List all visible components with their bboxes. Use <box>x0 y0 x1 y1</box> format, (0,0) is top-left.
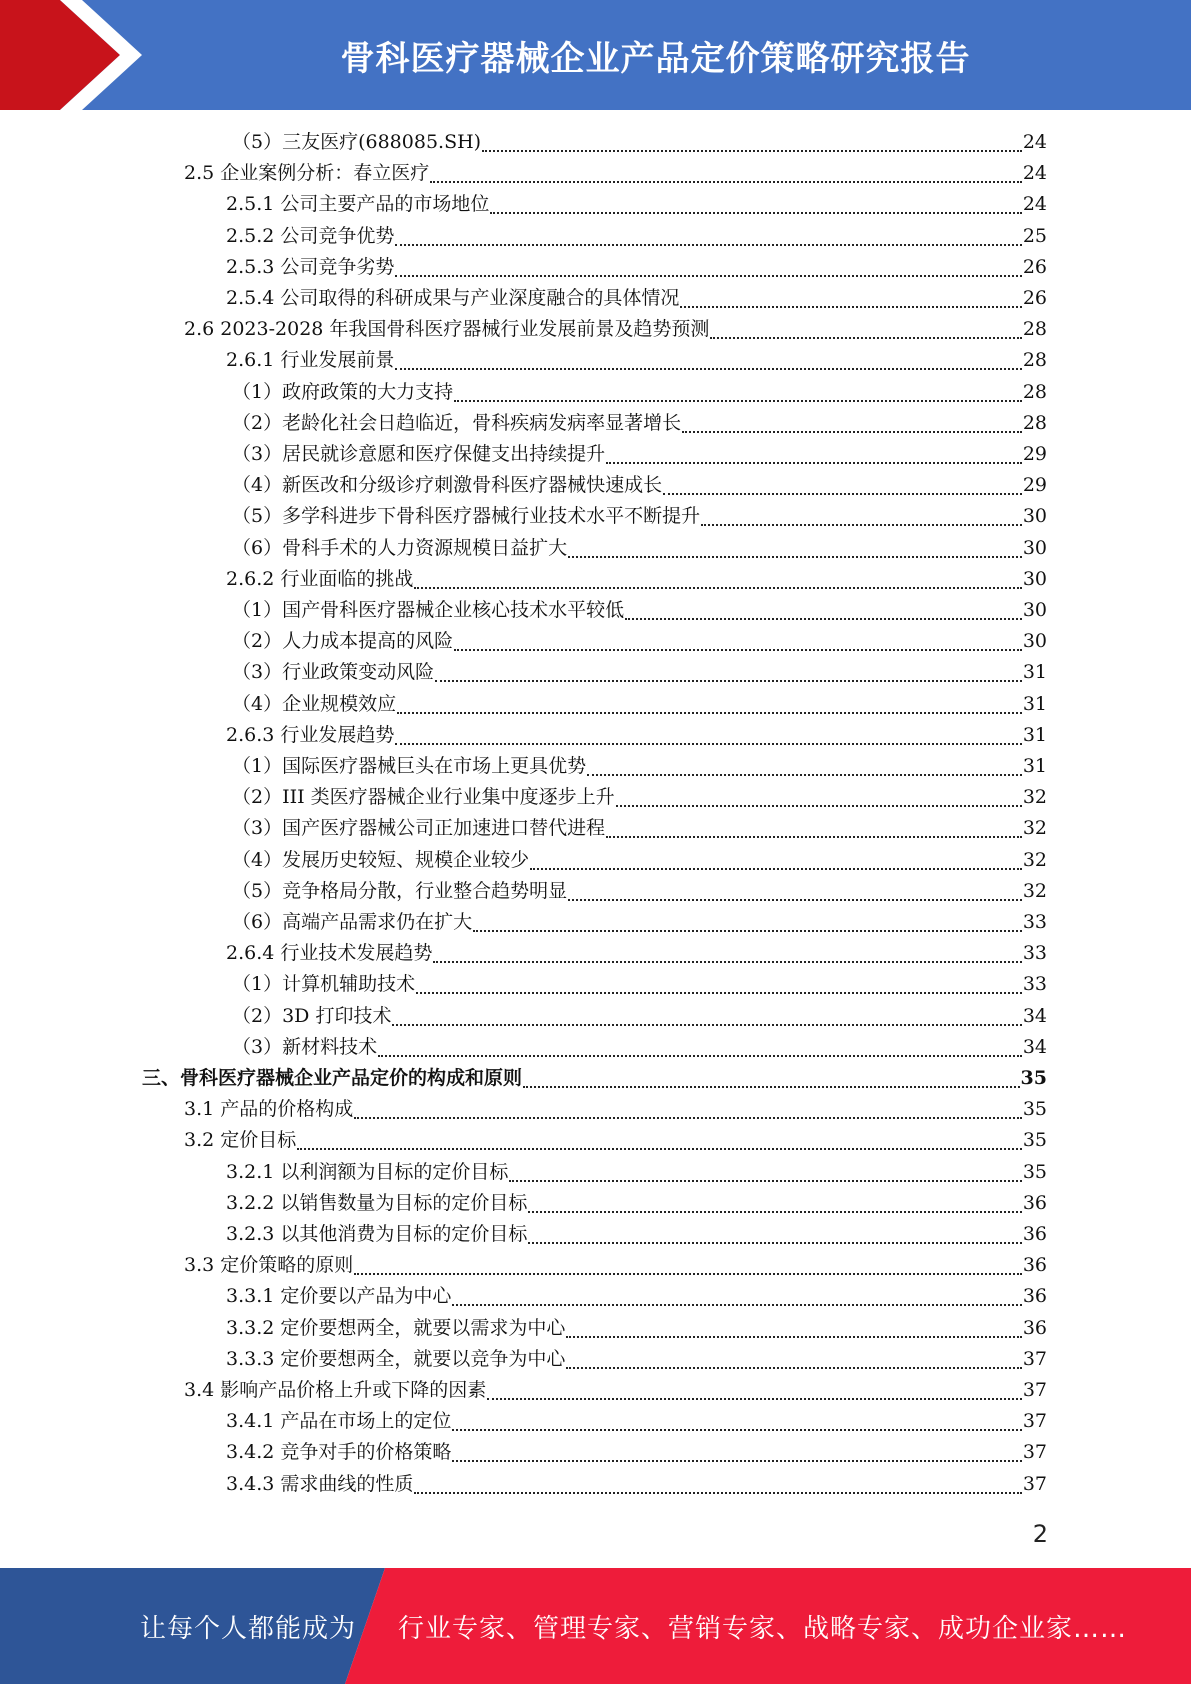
toc-entry[interactable] <box>232 657 1047 688</box>
toc-leader-dots <box>482 150 1022 152</box>
toc-entry-label: （2）人力成本提高的风险 <box>232 630 454 653</box>
toc-entry[interactable] <box>226 1219 1047 1250</box>
toc-leader-dots <box>509 1180 1021 1182</box>
toc-entry[interactable] <box>232 813 1047 844</box>
toc-entry-label: 3.2.1 以利润额为目标的定价目标 <box>226 1160 509 1183</box>
toc-leader-dots <box>701 524 1022 526</box>
toc-entry-page: 28 <box>1022 349 1047 372</box>
toc-entry[interactable] <box>184 1125 1047 1156</box>
toc-entry-page: 31 <box>1022 692 1047 715</box>
toc-entry-page: 29 <box>1022 474 1047 497</box>
toc-entry[interactable] <box>232 377 1047 408</box>
toc-entry-page: 31 <box>1022 755 1047 777</box>
toc-leader-dots <box>680 306 1021 308</box>
toc-leader-dots <box>414 1492 1021 1494</box>
toc-leader-dots <box>663 493 1022 495</box>
toc-entry-label: 3.2 定价目标 <box>184 1129 297 1152</box>
toc-entry[interactable] <box>184 314 1047 345</box>
toc-entry-label: 3.1 产品的价格构成 <box>184 1098 354 1121</box>
toc-entry-page: 24 <box>1022 131 1047 153</box>
toc-leader-dots <box>452 1429 1021 1431</box>
toc-leader-dots <box>682 431 1022 433</box>
toc-entry-label: （1）国产骨科医疗器械企业核心技术水平较低 <box>232 599 625 621</box>
toc-entry-label: 3.4 影响产品价格上升或下降的因素 <box>184 1379 487 1401</box>
toc-leader-dots <box>606 836 1022 838</box>
toc-entry[interactable] <box>226 1313 1047 1344</box>
toc-entry[interactable] <box>232 439 1047 470</box>
toc-entry[interactable] <box>226 938 1047 969</box>
toc-entry[interactable] <box>232 782 1047 813</box>
toc-leader-dots <box>454 649 1022 651</box>
toc-entry-page: 30 <box>1022 630 1047 653</box>
toc-entry[interactable] <box>232 470 1047 501</box>
toc-entry-page: 31 <box>1022 661 1047 684</box>
toc-entry-label: 2.5.3 公司竞争劣势 <box>226 255 395 278</box>
toc-entry[interactable] <box>226 1469 1047 1500</box>
toc-entry[interactable] <box>226 221 1047 252</box>
toc-entry-page: 37 <box>1022 1379 1047 1401</box>
toc-entry-label: 3.2.3 以其他消费为目标的定价目标 <box>226 1223 528 1245</box>
toc-entry-page: 34 <box>1022 1035 1047 1058</box>
toc-entry[interactable] <box>226 1437 1047 1468</box>
toc-entry-label: 三、骨科医疗器械企业产品定价的构成和原则 <box>142 1067 523 1089</box>
toc-entry-label: 2.5.2 公司竞争优势 <box>226 224 395 247</box>
toc-entry[interactable] <box>226 1281 1047 1312</box>
toc-entry-page: 32 <box>1022 786 1047 809</box>
toc-entry-page: 24 <box>1022 193 1047 216</box>
toc-entry-page: 33 <box>1022 911 1047 933</box>
toc-leader-dots <box>487 1398 1022 1400</box>
toc-leader-dots <box>606 462 1022 464</box>
toc-entry-page: 28 <box>1022 318 1047 341</box>
toc-entry-page: 30 <box>1022 505 1047 528</box>
toc-entry[interactable] <box>232 907 1047 938</box>
toc-entry[interactable] <box>232 533 1047 564</box>
toc-leader-dots <box>528 1242 1021 1244</box>
toc-leader-dots <box>528 1211 1021 1213</box>
footer-slogan-right: 行业专家、管理专家、营销专家、战略专家、成功企业家…… <box>398 1613 1128 1644</box>
toc-leader-dots <box>454 400 1022 402</box>
toc-entry-label: （4）新医改和分级诊疗刺激骨科医疗器械快速成长 <box>232 474 663 497</box>
toc-entry-label: 3.4.2 竞争对手的价格策略 <box>226 1441 452 1464</box>
toc-entry-label: （3）行业政策变动风险 <box>232 661 435 684</box>
toc-entry[interactable] <box>184 158 1047 189</box>
toc-entry[interactable] <box>184 1250 1047 1281</box>
toc-entry-page: 28 <box>1022 411 1047 434</box>
toc-leader-dots <box>297 1148 1022 1150</box>
toc-entry-page: 30 <box>1022 536 1047 559</box>
toc-entry-label: 3.3.2 定价要想两全，就要以需求为中心 <box>226 1316 566 1339</box>
toc-entry[interactable] <box>226 1344 1047 1375</box>
toc-entry-label: 2.6.3 行业发展趋势 <box>226 723 395 746</box>
toc-leader-dots <box>435 680 1022 682</box>
toc-entry-label: （4）企业规模效应 <box>232 692 397 715</box>
toc-entry-page: 33 <box>1022 942 1047 965</box>
toc-entry-page: 26 <box>1022 287 1047 309</box>
toc-entry[interactable] <box>232 595 1047 626</box>
toc-entry-label: 2.5.1 公司主要产品的市场地位 <box>226 193 490 216</box>
toc-entry-label: （3）居民就诊意愿和医疗保健支出持续提升 <box>232 443 606 465</box>
toc-leader-dots <box>530 868 1022 870</box>
toc-entry-page: 37 <box>1022 1347 1047 1370</box>
toc-entry-label: 3.4.3 需求曲线的性质 <box>226 1472 414 1495</box>
toc-entry-page: 36 <box>1022 1285 1047 1308</box>
toc-entry[interactable] <box>232 969 1047 1000</box>
toc-entry-label: 2.6.4 行业技术发展趋势 <box>226 942 433 965</box>
toc-leader-dots <box>566 1367 1021 1369</box>
toc-entry[interactable] <box>226 252 1047 283</box>
toc-leader-dots <box>430 181 1022 183</box>
toc-leader-dots <box>452 1304 1021 1306</box>
toc-leader-dots <box>587 774 1022 776</box>
toc-entry[interactable] <box>232 1001 1047 1032</box>
toc-entry[interactable] <box>184 1375 1047 1406</box>
toc-leader-dots <box>395 743 1021 745</box>
toc-leader-dots <box>395 244 1021 246</box>
toc-entry-label: （4）发展历史较短、规模企业较少 <box>232 848 530 871</box>
toc-entry-label: 2.6 2023-2028 年我国骨科医疗器械行业发展前景及趋势预测 <box>184 318 710 341</box>
toc-leader-dots <box>395 368 1021 370</box>
toc-entry-label: 2.6.2 行业面临的挑战 <box>226 567 414 590</box>
toc-entry-page: 36 <box>1022 1191 1047 1214</box>
toc-entry[interactable] <box>184 1094 1047 1125</box>
toc-entry-label: （6）骨科手术的人力资源规模日益扩大 <box>232 536 568 559</box>
toc-entry-page: 31 <box>1022 723 1047 746</box>
toc-entry-label: （6）高端产品需求仍在扩大 <box>232 911 473 933</box>
toc-entry-page: 37 <box>1022 1472 1047 1495</box>
toc-leader-dots <box>433 961 1021 963</box>
toc-entry[interactable] <box>232 626 1047 657</box>
toc-leader-dots <box>354 1117 1022 1119</box>
toc-entry[interactable] <box>226 1188 1047 1219</box>
toc-leader-dots <box>710 337 1021 339</box>
toc-entry-label: 3.3.1 定价要以产品为中心 <box>226 1285 452 1308</box>
toc-entry[interactable] <box>226 189 1047 220</box>
toc-entry-label: （3）国产医疗器械公司正加速进口替代进程 <box>232 817 606 840</box>
toc-leader-dots <box>392 1024 1021 1026</box>
toc-leader-dots <box>395 275 1021 277</box>
toc-entry[interactable] <box>226 720 1047 751</box>
toc-entry-label: （2）3D 打印技术 <box>232 1004 392 1027</box>
toc-entry-label: 2.5.4 公司取得的科研成果与产业深度融合的具体情况 <box>226 287 680 309</box>
toc-entry-page: 25 <box>1022 224 1047 247</box>
toc-entry-page: 33 <box>1022 973 1047 996</box>
report-title: 骨科医疗器械企业产品定价策略研究报告 <box>340 38 971 79</box>
toc-entry-label: 2.5 企业案例分析：春立医疗 <box>184 162 430 185</box>
toc-entry[interactable] <box>232 689 1047 720</box>
toc-leader-dots <box>490 212 1021 214</box>
toc-entry-label: （5）多学科进步下骨科医疗器械行业技术水平不断提升 <box>232 505 701 528</box>
toc-leader-dots <box>625 618 1022 620</box>
toc-entry-label: （2）III 类医疗器械企业行业集中度逐步上升 <box>232 786 615 809</box>
toc-entry-page: 36 <box>1022 1316 1047 1339</box>
toc-entry-label: （5）竞争格局分散，行业整合趋势明显 <box>232 879 568 902</box>
toc-entry[interactable] <box>232 751 1047 782</box>
toc-entry[interactable] <box>232 845 1047 876</box>
toc-entry[interactable] <box>226 1406 1047 1437</box>
toc-entry[interactable] <box>232 408 1047 439</box>
toc-leader-dots <box>354 1273 1022 1275</box>
toc-leader-dots <box>568 899 1022 901</box>
toc-entry-page: 32 <box>1022 848 1047 871</box>
toc-leader-dots <box>566 1336 1021 1338</box>
toc-entry-label: 2.6.1 行业发展前景 <box>226 349 395 372</box>
toc-entry-page: 32 <box>1022 879 1047 902</box>
page-footer <box>0 1568 1191 1684</box>
toc-entry-page: 35 <box>1022 1129 1047 1152</box>
toc-leader-dots <box>568 556 1022 558</box>
toc-leader-dots <box>397 712 1022 714</box>
toc-entry-page: 26 <box>1022 255 1047 278</box>
toc-entry[interactable] <box>226 564 1047 595</box>
page-header <box>0 0 1191 110</box>
toc-entry-label: （5）三友医疗(688085.SH) <box>232 131 482 153</box>
toc-entry-page: 30 <box>1022 567 1047 590</box>
toc-leader-dots <box>616 805 1022 807</box>
toc-entry[interactable] <box>232 127 1047 158</box>
toc-entry-page: 24 <box>1022 162 1047 185</box>
toc-leader-dots <box>523 1086 1020 1088</box>
toc-entry-label: （3）新材料技术 <box>232 1035 378 1058</box>
toc-entry-page: 35 <box>1022 1160 1047 1183</box>
toc-entry-label: 3.3.3 定价要想两全，就要以竞争为中心 <box>226 1347 566 1370</box>
toc-leader-dots <box>416 992 1022 994</box>
page-number: 2 <box>1032 1520 1048 1548</box>
toc-entry-label: 3.3 定价策略的原则 <box>184 1254 354 1277</box>
toc-entry-page: 36 <box>1022 1254 1047 1277</box>
toc-entry[interactable] <box>226 1157 1047 1188</box>
toc-entry-page: 35 <box>1022 1098 1047 1121</box>
toc-entry-page: 28 <box>1022 380 1047 403</box>
toc-entry-page: 32 <box>1022 817 1047 840</box>
toc-leader-dots <box>452 1460 1021 1462</box>
toc-entry[interactable] <box>226 345 1047 376</box>
toc-entry-label: （2）老龄化社会日趋临近，骨科疾病发病率显著增长 <box>232 411 682 434</box>
toc-entry[interactable] <box>232 501 1047 532</box>
toc-entry-page: 30 <box>1022 599 1047 621</box>
toc-entry-page: 29 <box>1022 443 1047 465</box>
toc-entry[interactable] <box>226 283 1047 314</box>
toc-entry-page: 37 <box>1022 1441 1047 1464</box>
footer-slogan-left: 让每个人都能成为 <box>140 1613 357 1644</box>
toc-leader-dots <box>378 1055 1022 1057</box>
toc-entry-label: 3.2.2 以销售数量为目标的定价目标 <box>226 1191 528 1214</box>
toc-entry-label: （1）国际医疗器械巨头在市场上更具优势 <box>232 755 587 777</box>
toc-entry-label: （1）计算机辅助技术 <box>232 973 416 996</box>
toc-entry-page: 35 <box>1020 1067 1047 1089</box>
toc-entry[interactable] <box>232 1032 1047 1063</box>
toc-entry-page: 36 <box>1022 1223 1047 1245</box>
toc-entry[interactable] <box>232 876 1047 907</box>
toc-entry-page: 37 <box>1022 1410 1047 1433</box>
toc-entry[interactable] <box>142 1063 1047 1094</box>
toc-entry-label: 3.4.1 产品在市场上的定位 <box>226 1410 452 1433</box>
toc-leader-dots <box>414 587 1021 589</box>
toc-leader-dots <box>473 930 1022 932</box>
toc-entry-label: （1）政府政策的大力支持 <box>232 380 454 403</box>
toc-entry-page: 34 <box>1022 1004 1047 1027</box>
